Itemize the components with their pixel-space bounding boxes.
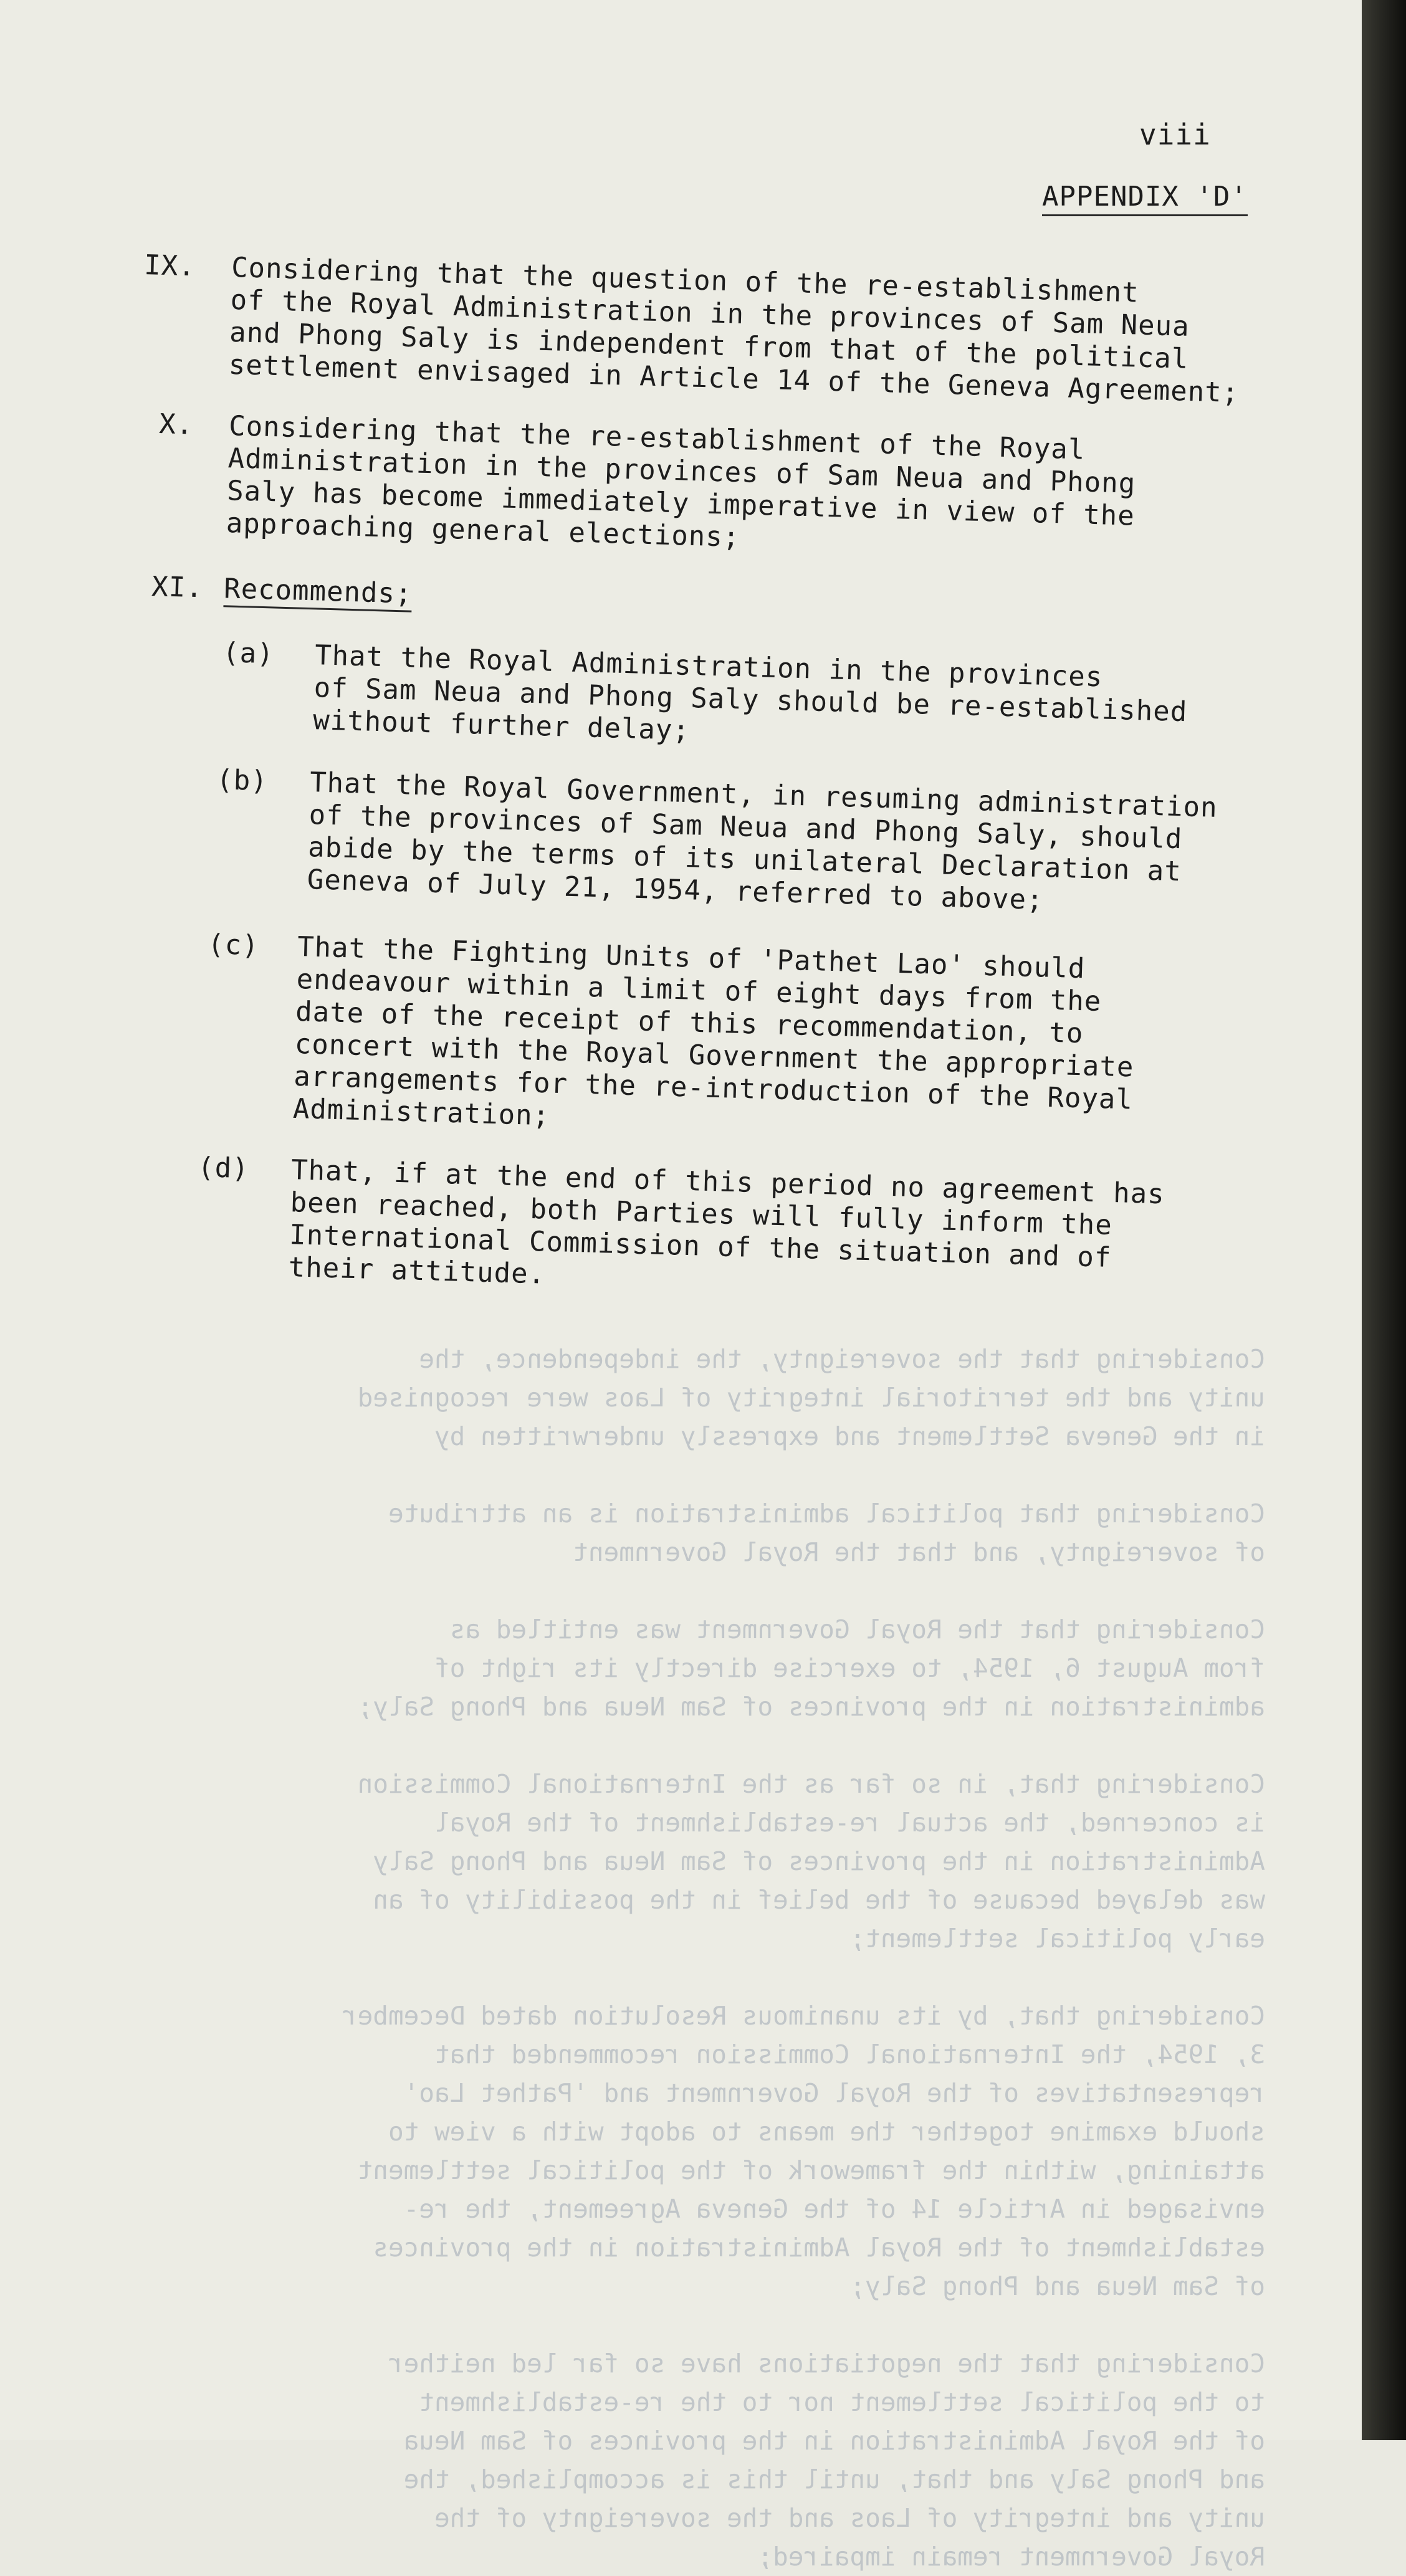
paragraph-text: Considering that the question of the re-establishment of the Royal Administration in the provinces of Sam Neua and Phong Saly is independent from that of the political settlement envisaged in Article 14 of the Geneva Agreement; [228,251,1240,409]
bleed-through-text: Considering that the sovereignty, the independence, the unity and the territorial integrity of Laos were recognised in the Geneva Settlement and expressly underwritten by Considering that political administration is an attribute of sovereignty, and that the Royal Government Considering that the Royal Government was entitled as from August 6, 1954, to exercise directly its right of administration in the provinces of Sam Neua and Phong Saly; Considering that, in so far as the International Commission is concerned, the actual re-establishment of the Royal Administration in the provinces of Sam Neua and Phong Saly was delayed because of the belief in the possibility of an early political settlement; Considering that, by its unanimous Resolution dated December 3, 1954, the International Commission recommended that representatives of the Royal Government and 'Pathet Lao' should examine together the means to adopt with a view to attaining, within the framework of the political settlement envisaged in Article 14 of the Geneva Agreement, the re- establishment of the Royal Administration in the provinces of Sam Neua and Phong Saly; Considering that the negotiations have so far led neither to the political settlement nor to the re-establishment of the Royal Administration in the provinces of Sam Neua and Phong Saly and that, until this is accomplished, the unity and integrity of Laos and the sovereignty of the Royal Government remain impaired; [342,1344,1265,2572]
recommendation-text: That the Royal Government, in resuming administration of the provinces of Sam Neua and Phong Saly, should abide by the terms of its unilateral Declaration at Geneva of July 21, 1954, referred to above; [307,766,1218,917]
paragraph-number: XI. [151,571,204,604]
page-number: viii [1139,118,1211,151]
paragraph-number: X. [158,408,194,441]
paragraph-number: IX. [143,249,196,283]
appendix-heading: APPENDIX 'D' [1042,181,1248,216]
recommendation-text: That the Royal Administration in the provinces of Sam Neua and Phong Saly should be re-established without further delay; [312,639,1188,747]
recommendation-text: That, if at the end of this period no agreement has been reached, both Parties will fully inform the International Commission of the situation and of their attitude. [288,1154,1165,1290]
recommendation-letter: (c) [207,928,260,962]
recommendation-letter: (b) [216,764,269,798]
recommendation-letter: (a) [222,637,275,670]
recommendation-letter: (d) [197,1152,250,1185]
paragraph-text: Considering that the re-establishment of the Royal Administration in the provinces of Sam Neua and Phong Saly has become immediately imperative in view of the approaching general elections; [226,410,1136,554]
recommendation-text: That the Fighting Units of 'Pathet Lao' should endeavour within a limit of eight days from the date of the receipt of this recommendation, to concert with the Royal Government the appropriate arrangements for the re-introduction of the Royal Administration; [292,931,1135,1132]
recommends-label: Recommends; [223,573,413,612]
